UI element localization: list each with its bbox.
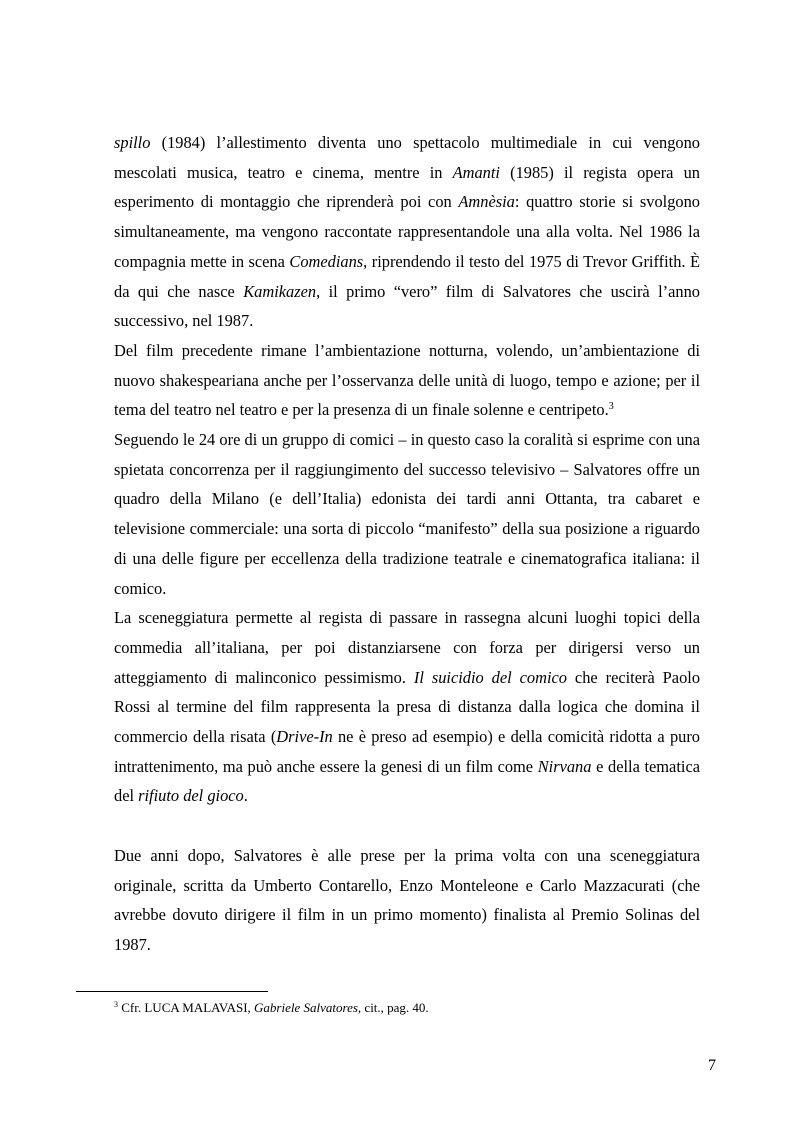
body-text [114, 128, 700, 960]
footnote-reference: 3 [608, 401, 614, 413]
text-run: Del film precedente rimane l’ambientazione notturna, volendo, un’ambientazione di nuovo shakespeariana anche per l’osservanza delle unità di luogo, tempo e azione; per il tema del teatro nel teatro e per la presenza di un finale solenne e centripeto. [114, 340, 700, 420]
text-run: Seguendo le 24 ore di un gruppo di comici – in questo caso la coralità si esprime con una spietata concorrenza per il raggiungimento del successo televisivo – Salvatores offre un quadro della Milano (e dell’Italia) edonista dei tardi anni Ottanta, tra cabaret e televisione commerciale: una sorta di piccolo “manifesto” della sua posizione a riguardo di una delle figure per eccellenza della tradizione teatrale e cinematografica italiana: il comico. [114, 430, 700, 598]
footnote-number: 3 [114, 1000, 118, 1009]
footnote-text: , cit., pag. 40. [357, 1000, 429, 1015]
text-run: Due anni dopo, Salvatores è alle prese per la prima volta con una sceneggiatura originale, scritta da Umberto Contarello, Enzo Monteleone e Carlo Mazzacurati (che avrebbe dovuto dirigere il film in un primo momento) finalista al Premio Solinas del 1987. [114, 845, 700, 954]
text-run: , il primo “vero” film di Salvatores che uscirà l’anno successivo, nel 1987. [114, 281, 700, 331]
page-number: 7 [708, 1057, 716, 1074]
footnote-book-title: Gabriele Salvatores [254, 1000, 358, 1015]
paragraph-1 [114, 128, 700, 336]
text-run: e della tematica del [114, 756, 700, 806]
text-run: . [243, 786, 248, 806]
title-amnesia: Amnèsia [458, 192, 515, 212]
paragraph-2 [114, 336, 700, 425]
text-run: : quattro storie si svolgono simultaneamente, ma vengono raccontate rappresentandole una alla volta. Nel 1986 la compagnia mette in scena [114, 192, 701, 271]
text-run: (1984) l’allestimento diventa uno spettacolo multimediale in cui vengono mescolati musica, teatro e cinema, mentre in [114, 133, 700, 182]
title-drive-in: Drive-In [276, 727, 333, 747]
title-nirvana: Nirvana [537, 756, 592, 776]
footnote-separator [76, 991, 268, 992]
paragraph-5 [114, 841, 700, 960]
phrase-rifiuto-del-gioco: rifiuto del gioco [138, 786, 244, 806]
footnote [114, 1000, 700, 1016]
paragraph-3 [114, 425, 700, 603]
paragraph-4 [114, 603, 700, 811]
text-run: , riprendendo il testo del 1975 di Trevor Griffith. È da qui che nasce [114, 251, 700, 301]
text-run: che reciterà Paolo Rossi al termine del film rappresenta la presa di distanza dalla logica che domina il commercio della risata ( [114, 667, 701, 747]
title-kamikazen: Kamikazen [243, 281, 317, 301]
title-amanti: Amanti [452, 162, 500, 182]
title-il-suicidio-del-comico: Il suicidio del comico [413, 667, 567, 687]
text-run: (1985) il regista opera un esperimento di montaggio che riprenderà poi con [114, 162, 700, 212]
text-run: La sceneggiatura permette al regista di passare in rassegna alcuni luoghi topici della commedia all’italiana, per poi distanziarsene con forza per dirigersi verso un atteggiamento di malinconico pessimismo. [114, 608, 700, 687]
title-spillo: spillo [114, 133, 151, 152]
text-run: ne è preso ad esempio) e della comicità ridotta a puro intrattenimento, ma può anche essere la genesi di un film come [114, 727, 700, 776]
title-comedians: Comedians [289, 251, 364, 271]
footnote-text: Cfr. LUCA MALAVASI, [118, 1000, 255, 1015]
